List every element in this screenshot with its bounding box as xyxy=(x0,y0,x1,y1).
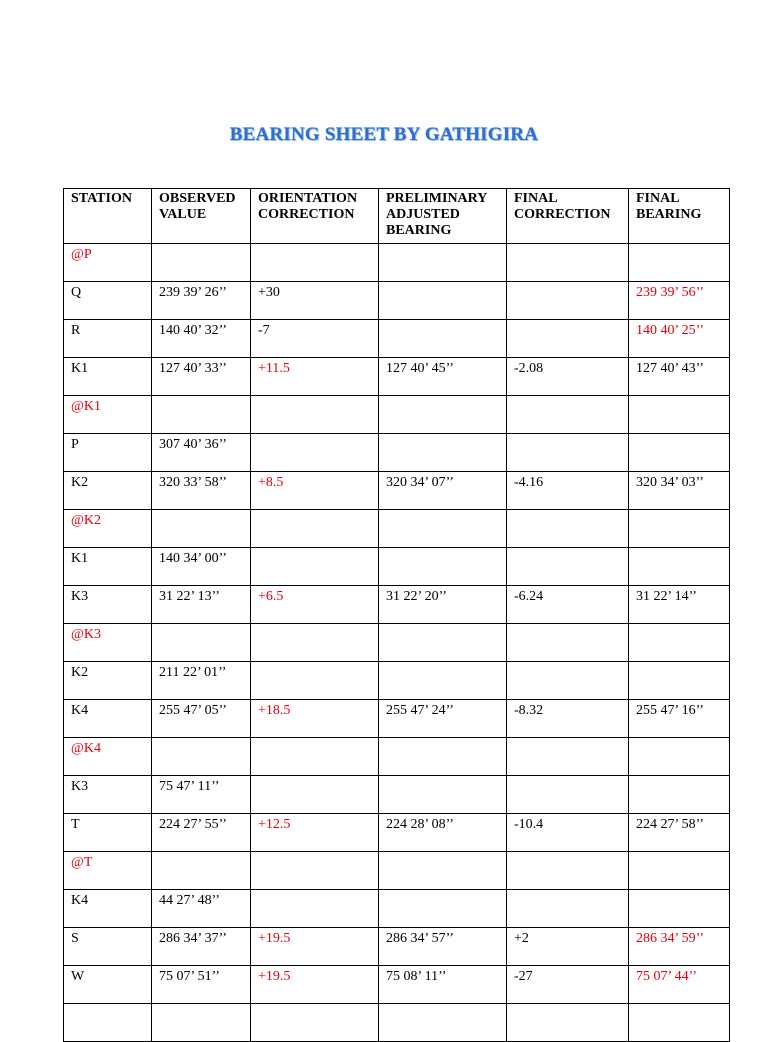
orientation-correction-cell: +19.5 xyxy=(251,966,379,1004)
table-row xyxy=(64,624,730,662)
observed-value-cell: 75 47’ 11’’ xyxy=(152,776,251,814)
preliminary-bearing-cell xyxy=(379,434,507,472)
observed-value-cell xyxy=(152,396,251,434)
orientation-correction-cell: +8.5 xyxy=(251,472,379,510)
preliminary-bearing-cell: 31 22’ 20’’ xyxy=(379,586,507,624)
observed-value-cell: 224 27’ 55’’ xyxy=(152,814,251,852)
final-bearing-cell xyxy=(629,890,730,928)
observed-value-cell: 255 47’ 05’’ xyxy=(152,700,251,738)
orientation-correction-cell xyxy=(251,738,379,776)
orientation-correction-cell: +19.5 xyxy=(251,928,379,966)
station-cell: @P xyxy=(64,244,152,282)
station-cell: K2 xyxy=(64,662,152,700)
preliminary-bearing-cell xyxy=(379,662,507,700)
table-row xyxy=(64,1004,730,1042)
observed-value-cell: 320 33’ 58’’ xyxy=(152,472,251,510)
orientation-correction-cell: +18.5 xyxy=(251,700,379,738)
table-body xyxy=(64,244,730,1042)
table-row xyxy=(64,434,730,472)
observed-value-cell: 211 22’ 01’’ xyxy=(152,662,251,700)
bearing-table xyxy=(63,188,730,1042)
final-bearing-cell: 255 47’ 16’’ xyxy=(629,700,730,738)
final-correction-cell xyxy=(507,434,629,472)
header-preliminary-adjusted-bearing: PRELIMINARY ADJUSTED BEARING xyxy=(379,189,507,244)
header-orientation-correction: ORIENTATION CORRECTION xyxy=(251,189,379,244)
orientation-correction-cell xyxy=(251,510,379,548)
final-correction-cell xyxy=(507,548,629,586)
final-bearing-cell xyxy=(629,738,730,776)
preliminary-bearing-cell xyxy=(379,852,507,890)
station-cell: @T xyxy=(64,852,152,890)
table-row xyxy=(64,244,730,282)
final-bearing-cell: 239 39’ 56’’ xyxy=(629,282,730,320)
final-correction-cell: +2 xyxy=(507,928,629,966)
station-cell: K2 xyxy=(64,472,152,510)
table-row xyxy=(64,890,730,928)
orientation-correction-cell xyxy=(251,776,379,814)
observed-value-cell xyxy=(152,1004,251,1042)
orientation-correction-cell xyxy=(251,852,379,890)
observed-value-cell: 307 40’ 36’’ xyxy=(152,434,251,472)
table-row xyxy=(64,700,730,738)
observed-value-cell: 44 27’ 48’’ xyxy=(152,890,251,928)
final-correction-cell xyxy=(507,510,629,548)
final-correction-cell xyxy=(507,776,629,814)
final-correction-cell: -10.4 xyxy=(507,814,629,852)
header-final-bearing: FINAL BEARING xyxy=(629,189,730,244)
final-bearing-cell xyxy=(629,244,730,282)
station-cell: K3 xyxy=(64,776,152,814)
observed-value-cell: 75 07’ 51’’ xyxy=(152,966,251,1004)
preliminary-bearing-cell: 320 34’ 07’’ xyxy=(379,472,507,510)
station-cell: @K2 xyxy=(64,510,152,548)
final-correction-cell: -4.16 xyxy=(507,472,629,510)
final-correction-cell xyxy=(507,662,629,700)
final-correction-cell xyxy=(507,890,629,928)
final-correction-cell xyxy=(507,1004,629,1042)
final-bearing-cell: 286 34’ 59’’ xyxy=(629,928,730,966)
orientation-correction-cell xyxy=(251,396,379,434)
table-row xyxy=(64,396,730,434)
orientation-correction-cell: +12.5 xyxy=(251,814,379,852)
final-bearing-cell: 320 34’ 03’’ xyxy=(629,472,730,510)
preliminary-bearing-cell xyxy=(379,244,507,282)
orientation-correction-cell xyxy=(251,662,379,700)
final-bearing-cell xyxy=(629,548,730,586)
preliminary-bearing-cell xyxy=(379,282,507,320)
table-row xyxy=(64,282,730,320)
table-row xyxy=(64,814,730,852)
header-observed-value: OBSERVED VALUE xyxy=(152,189,251,244)
final-correction-cell xyxy=(507,852,629,890)
station-cell: K1 xyxy=(64,358,152,396)
final-bearing-cell: 224 27’ 58’’ xyxy=(629,814,730,852)
preliminary-bearing-cell xyxy=(379,510,507,548)
preliminary-bearing-cell: 75 08’ 11’’ xyxy=(379,966,507,1004)
preliminary-bearing-cell xyxy=(379,396,507,434)
observed-value-cell: 31 22’ 13’’ xyxy=(152,586,251,624)
orientation-correction-cell: +11.5 xyxy=(251,358,379,396)
table-row xyxy=(64,358,730,396)
observed-value-cell xyxy=(152,244,251,282)
final-correction-cell: -27 xyxy=(507,966,629,1004)
final-bearing-cell xyxy=(629,662,730,700)
final-bearing-cell xyxy=(629,624,730,662)
document-title: BEARING SHEET BY GATHIGIRA xyxy=(229,124,539,145)
final-bearing-cell xyxy=(629,396,730,434)
final-correction-cell xyxy=(507,282,629,320)
preliminary-bearing-cell xyxy=(379,320,507,358)
orientation-correction-cell xyxy=(251,244,379,282)
station-cell: S xyxy=(64,928,152,966)
station-cell: K3 xyxy=(64,586,152,624)
table-row xyxy=(64,738,730,776)
orientation-correction-cell: +6.5 xyxy=(251,586,379,624)
final-bearing-cell xyxy=(629,434,730,472)
table-row xyxy=(64,320,730,358)
station-cell: @K1 xyxy=(64,396,152,434)
station-cell: Q xyxy=(64,282,152,320)
table-row xyxy=(64,510,730,548)
table-row xyxy=(64,472,730,510)
observed-value-cell: 127 40’ 33’’ xyxy=(152,358,251,396)
orientation-correction-cell: +30 xyxy=(251,282,379,320)
table-row xyxy=(64,548,730,586)
observed-value-cell: 286 34’ 37’’ xyxy=(152,928,251,966)
station-cell: W xyxy=(64,966,152,1004)
station-cell: @K4 xyxy=(64,738,152,776)
station-cell: R xyxy=(64,320,152,358)
table-row xyxy=(64,776,730,814)
observed-value-cell xyxy=(152,738,251,776)
final-bearing-cell: 31 22’ 14’’ xyxy=(629,586,730,624)
final-correction-cell: -8.32 xyxy=(507,700,629,738)
final-correction-cell xyxy=(507,624,629,662)
preliminary-bearing-cell xyxy=(379,890,507,928)
final-bearing-cell: 140 40’ 25’’ xyxy=(629,320,730,358)
table-header-row xyxy=(64,189,730,244)
station-cell: K1 xyxy=(64,548,152,586)
observed-value-cell xyxy=(152,852,251,890)
final-correction-cell xyxy=(507,396,629,434)
table-row xyxy=(64,586,730,624)
orientation-correction-cell: -7 xyxy=(251,320,379,358)
orientation-correction-cell xyxy=(251,624,379,662)
preliminary-bearing-cell: 127 40’ 45’’ xyxy=(379,358,507,396)
station-cell: P xyxy=(64,434,152,472)
final-correction-cell xyxy=(507,738,629,776)
station-cell: @K3 xyxy=(64,624,152,662)
preliminary-bearing-cell: 286 34’ 57’’ xyxy=(379,928,507,966)
final-correction-cell xyxy=(507,320,629,358)
table-row xyxy=(64,852,730,890)
preliminary-bearing-cell xyxy=(379,1004,507,1042)
final-bearing-cell: 127 40’ 43’’ xyxy=(629,358,730,396)
final-bearing-cell xyxy=(629,1004,730,1042)
final-correction-cell xyxy=(507,244,629,282)
preliminary-bearing-cell: 224 28’ 08’’ xyxy=(379,814,507,852)
orientation-correction-cell xyxy=(251,548,379,586)
table-row xyxy=(64,928,730,966)
observed-value-cell: 140 40’ 32’’ xyxy=(152,320,251,358)
orientation-correction-cell xyxy=(251,890,379,928)
station-cell: K4 xyxy=(64,700,152,738)
station-cell: K4 xyxy=(64,890,152,928)
final-bearing-cell xyxy=(629,852,730,890)
station-cell xyxy=(64,1004,152,1042)
station-cell: T xyxy=(64,814,152,852)
table-row xyxy=(64,966,730,1004)
final-bearing-cell xyxy=(629,510,730,548)
preliminary-bearing-cell xyxy=(379,738,507,776)
orientation-correction-cell xyxy=(251,434,379,472)
orientation-correction-cell xyxy=(251,1004,379,1042)
preliminary-bearing-cell xyxy=(379,776,507,814)
preliminary-bearing-cell xyxy=(379,624,507,662)
observed-value-cell: 239 39’ 26’’ xyxy=(152,282,251,320)
observed-value-cell: 140 34’ 00’’ xyxy=(152,548,251,586)
header-final-correction: FINAL CORRECTION xyxy=(507,189,629,244)
table-row xyxy=(64,662,730,700)
preliminary-bearing-cell xyxy=(379,548,507,586)
final-correction-cell: -2.08 xyxy=(507,358,629,396)
observed-value-cell xyxy=(152,510,251,548)
final-correction-cell: -6.24 xyxy=(507,586,629,624)
final-bearing-cell: 75 07’ 44’’ xyxy=(629,966,730,1004)
preliminary-bearing-cell: 255 47’ 24’’ xyxy=(379,700,507,738)
header-station: STATION xyxy=(64,189,152,244)
final-bearing-cell xyxy=(629,776,730,814)
observed-value-cell xyxy=(152,624,251,662)
